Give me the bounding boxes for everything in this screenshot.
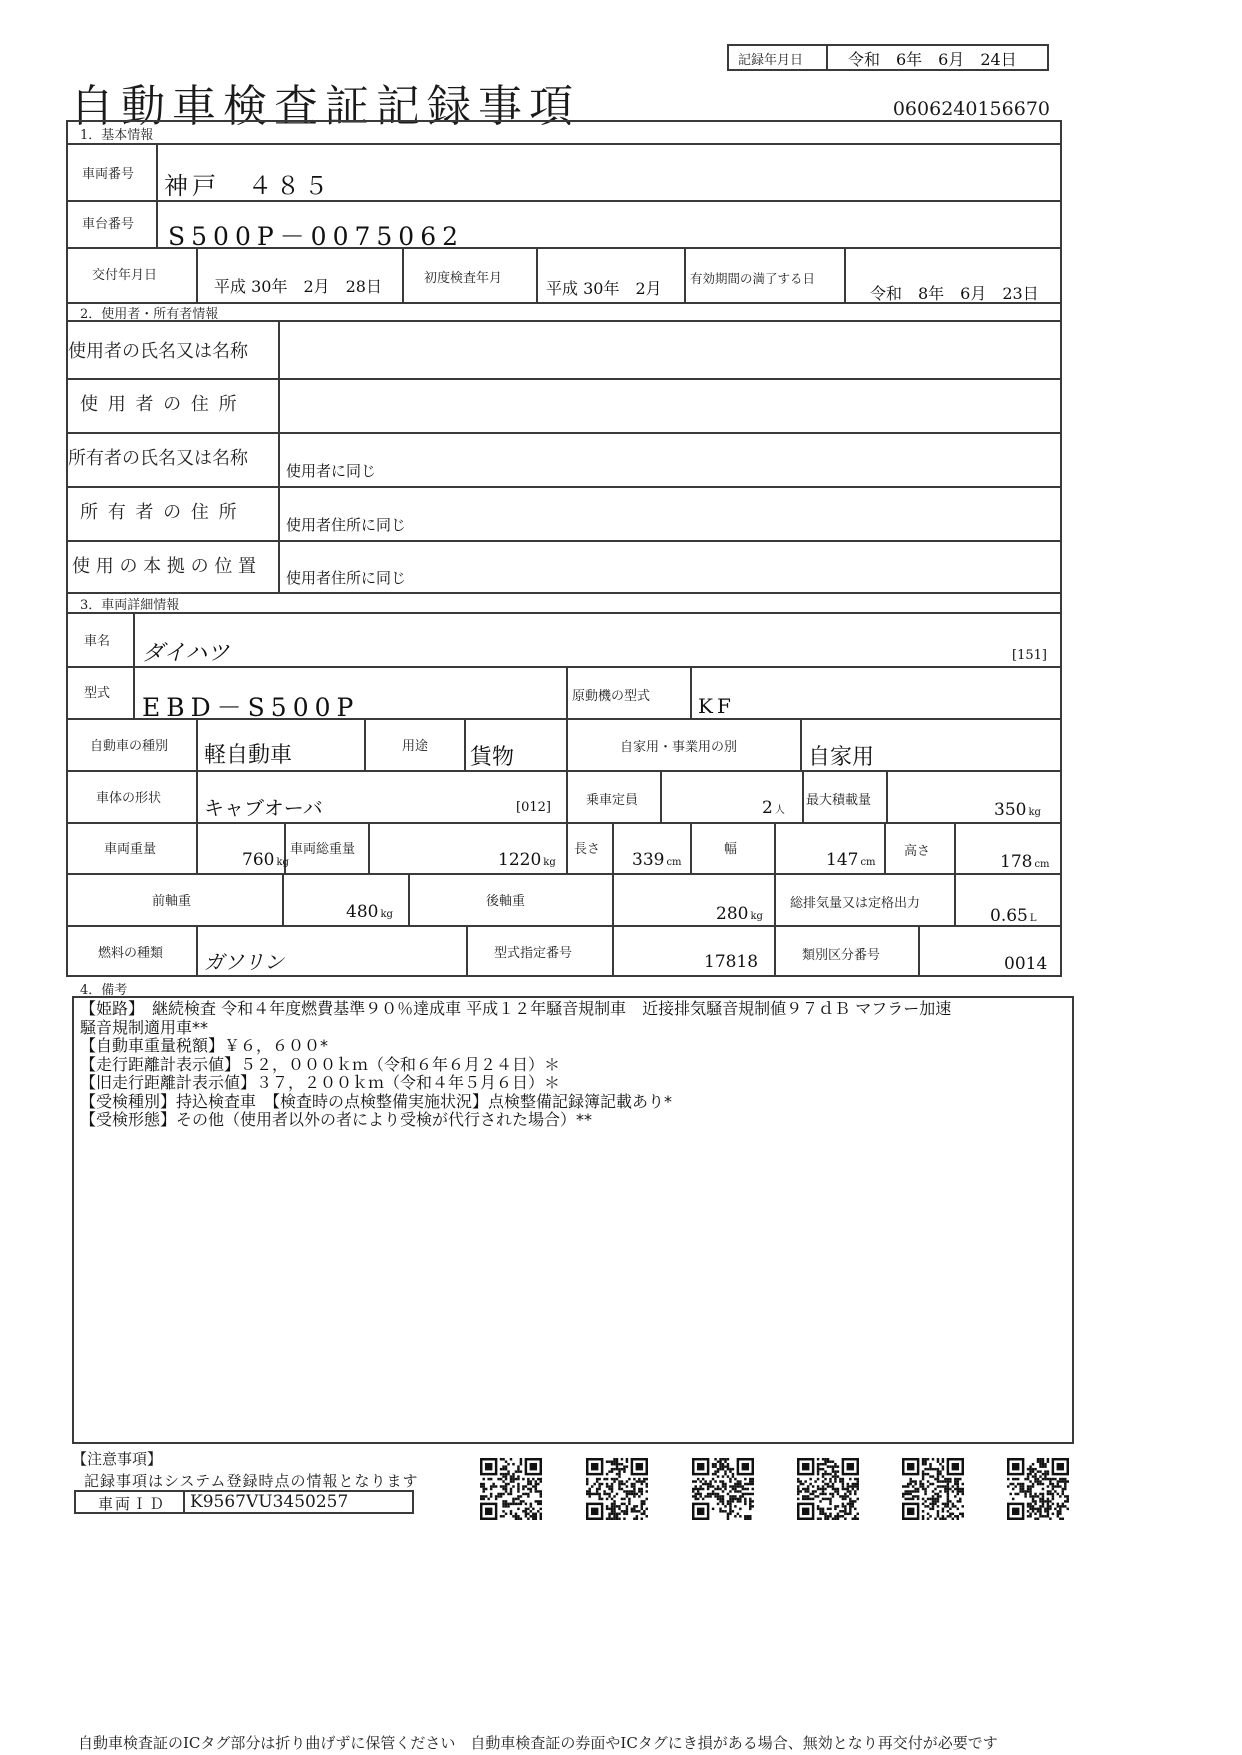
private-business-value: 自家用 — [808, 745, 875, 770]
car-name-label: 車名 — [84, 634, 111, 649]
width-value: 147 cm — [826, 850, 876, 870]
chassis-number-value: S500P－0075062 — [168, 222, 465, 251]
model-label: 型式 — [84, 686, 111, 701]
gross-weight-value: 1220 kg — [498, 850, 556, 870]
owner-name-label: 所有者の氏名又は名称 — [68, 448, 248, 469]
engine-model-label: 原動機の型式 — [572, 689, 651, 704]
vehicle-number-value: 神戸 ４８５ — [164, 172, 332, 200]
vehicle-weight-value: 760 kg — [242, 850, 289, 870]
issue-date-value: 平成 30年 2月 28日 — [214, 277, 382, 296]
length-label: 長さ — [574, 842, 601, 857]
qr-code-3 — [692, 1458, 754, 1520]
page-title: 自動車検査証記録事項 — [70, 81, 580, 132]
use-value: 貨物 — [470, 745, 515, 770]
expiry-date-value: 令和 8年 6月 23日 — [870, 284, 1039, 303]
section-4-heading: 4．備考 — [80, 983, 128, 998]
base-location-label: 使 用 の 本 拠 の 位 置 — [72, 556, 257, 577]
user-address-label: 使 用 者 の 住 所 — [80, 394, 239, 415]
rear-axle-label: 後軸重 — [486, 894, 526, 909]
capacity-value: 2 人 — [762, 798, 785, 818]
max-load-value: 350 kg — [994, 800, 1041, 820]
document-number: 0606240156670 — [892, 98, 1050, 120]
remark-line: 【姫路】 継続検査 令和４年度燃費基準９０％達成車 平成１２年騒音規制車 近接排気騒音規制値９７ｄＢ マフラー加速 — [80, 999, 952, 1018]
model-value: EBD－S500P — [142, 693, 360, 722]
length-value: 339 cm — [632, 850, 682, 870]
body-shape-label: 車体の形状 — [96, 791, 162, 806]
notes-text: 記録事項はシステム登録時点の情報となります — [84, 1472, 419, 1490]
vehicle-number-label: 車両番号 — [82, 167, 135, 182]
body-shape-code: [012] — [516, 800, 551, 815]
owner-address-label: 所 有 者 の 住 所 — [80, 502, 239, 523]
body-shape-value: キャブオーバ — [204, 796, 323, 820]
section-1-heading: 1．基本情報 — [80, 128, 154, 143]
record-date-value: 令和 6年 6月 24日 — [848, 50, 1017, 69]
width-label: 幅 — [724, 842, 738, 857]
private-business-label: 自家用・事業用の別 — [620, 740, 738, 755]
remark-line: 【旧走行距離計表示値】３７，２００ｋｍ（令和４年５月６日）＊ — [80, 1073, 561, 1092]
base-location-value: 使用者住所に同じ — [286, 569, 407, 587]
record-date-label: 記録年月日 — [738, 53, 804, 68]
bottom-notice: 自動車検査証のICタグ部分は折り曲げずに保管ください 自動車検査証の券面やICタグにき損がある場合、無効となり再交付が必要です — [78, 1734, 998, 1752]
category-number-value: 0014 — [1004, 954, 1048, 974]
car-name-code: [151] — [1012, 648, 1047, 663]
vehicle-type-value: 軽自動車 — [204, 743, 293, 768]
section-3-heading: 3．車両詳細情報 — [80, 598, 180, 613]
owner-name-value: 使用者に同じ — [286, 462, 377, 480]
remark-line: 【受検種別】持込検査車 【検査時の点検整備実施状況】点検整備記録簿記載あり* — [80, 1091, 673, 1111]
front-axle-label: 前軸重 — [152, 894, 192, 909]
qr-code-4 — [797, 1458, 859, 1520]
gross-weight-label: 車両総重量 — [290, 842, 356, 857]
vehicle-type-label: 自動車の種別 — [90, 739, 169, 754]
owner-address-value: 使用者住所に同じ — [286, 516, 407, 534]
front-axle-value: 480 kg — [346, 902, 393, 922]
use-label: 用途 — [402, 739, 429, 754]
notes-heading: 【注意事項】 — [72, 1450, 163, 1468]
car-name-value: ダイハツ — [142, 641, 230, 666]
height-value: 178 cm — [1000, 852, 1050, 872]
fuel-type-value: ガソリン — [204, 950, 284, 974]
remark-line: 【走行距離計表示値】５２，０００ｋｍ（令和６年６月２４日）＊ — [80, 1054, 561, 1074]
type-approval-value: 17818 — [704, 952, 759, 972]
first-registration-label: 初度検査年月 — [424, 271, 503, 286]
rear-axle-value: 280 kg — [716, 904, 763, 924]
displacement-value: 0.65 L — [990, 906, 1037, 926]
vehicle-id-value: K9567VU3450257 — [190, 1492, 349, 1512]
displacement-label: 総排気量又は定格出力 — [790, 896, 921, 911]
vehicle-weight-label: 車両重量 — [104, 842, 157, 857]
vehicle-id-label: 車両ＩＤ — [98, 1495, 167, 1513]
qr-code-1 — [480, 1458, 542, 1520]
first-registration-value: 平成 30年 2月 — [546, 279, 662, 298]
capacity-label: 乗車定員 — [586, 793, 639, 808]
engine-model-value: KF — [698, 694, 735, 718]
qr-code-2 — [586, 1458, 648, 1520]
height-label: 高さ — [904, 844, 931, 859]
issue-date-label: 交付年月日 — [92, 268, 158, 283]
max-load-label: 最大積載量 — [806, 793, 872, 808]
chassis-number-label: 車台番号 — [82, 217, 135, 232]
category-number-label: 類別区分番号 — [802, 948, 881, 963]
qr-code-6 — [1007, 1458, 1069, 1520]
user-name-label: 使用者の氏名又は名称 — [68, 341, 248, 362]
section-2-heading: 2．使用者・所有者情報 — [80, 307, 219, 322]
expiry-date-label: 有効期間の満了する日 — [690, 271, 816, 286]
remark-line: 騒音規制適用車** — [80, 1017, 209, 1037]
fuel-type-label: 燃料の種類 — [98, 946, 164, 961]
type-approval-label: 型式指定番号 — [494, 946, 573, 961]
qr-code-5 — [902, 1458, 964, 1520]
remarks-text — [80, 1000, 1050, 1130]
remark-line: 【受検形態】その他（使用者以外の者により受検が代行された場合）** — [80, 1110, 593, 1129]
remark-line: 【自動車重量税額】￥６，６００* — [80, 1036, 329, 1055]
